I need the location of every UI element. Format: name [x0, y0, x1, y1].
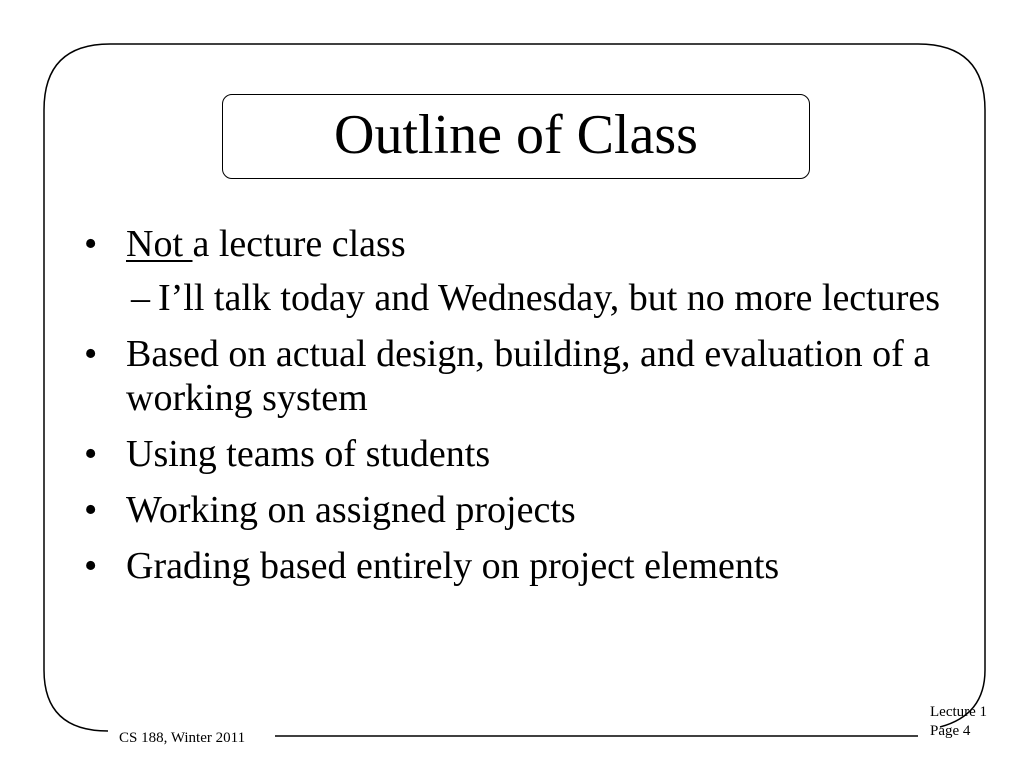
sub-bullet-glyph: –	[131, 277, 150, 319]
sub-bullet-text: I’ll talk today and Wednesday, but no more lectures	[158, 277, 941, 319]
bullet-item	[84, 488, 944, 532]
bullet-text: Using teams of students	[126, 433, 491, 475]
slide-title: Outline of Class	[334, 103, 698, 166]
bullet-glyph: •	[84, 489, 98, 531]
bullet-list	[84, 222, 944, 600]
bullet-glyph: •	[84, 545, 98, 587]
underlined-word: Not	[126, 223, 193, 265]
bullet-glyph: •	[84, 223, 98, 265]
bullet-item	[84, 432, 944, 476]
bullet-text: Based on actual design, building, and evaluation of a working system	[126, 333, 931, 419]
footer-page-info	[930, 703, 987, 741]
title-box	[222, 94, 810, 179]
footer-lecture: Lecture 1	[930, 704, 988, 720]
bullet-item	[84, 332, 944, 420]
sub-bullet-item	[122, 276, 944, 320]
bullet-item	[84, 544, 944, 588]
bullet-item	[84, 222, 944, 320]
footer-page: Page 4	[930, 723, 971, 739]
bullet-text: Grading based entirely on project elements	[126, 545, 780, 587]
bullet-glyph: •	[84, 333, 98, 375]
bullet-text: a lecture class	[192, 223, 406, 265]
footer-course: CS 188, Winter 2011	[119, 730, 246, 746]
bullet-glyph: •	[84, 433, 98, 475]
bullet-text: Working on assigned projects	[126, 489, 576, 531]
